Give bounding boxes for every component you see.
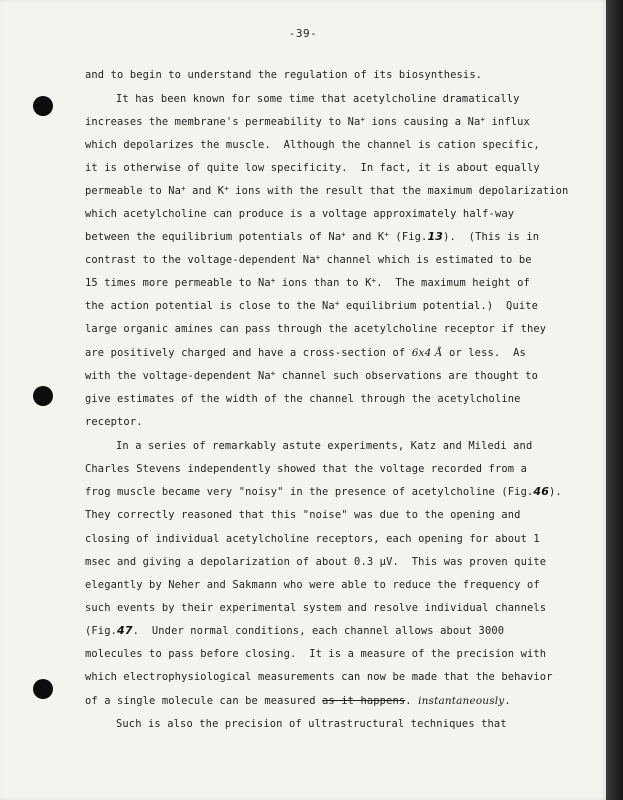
text-line: which depolarizes the muscle. Although the channel is cation specific, [85, 139, 540, 151]
binder-hole [33, 96, 53, 116]
handwritten-dimension: 6x4 Å [411, 347, 443, 359]
text-line: It has been known for some time that acetylcholine dramatically [116, 93, 520, 105]
text-line: which acetylcholine can produce is a voltage approximately half-way [85, 208, 515, 220]
text-line: They correctly reasoned that this "noise" was due to the opening and [85, 509, 521, 521]
text-line: give estimates of the width of the channel through the acetylcholine [85, 393, 521, 405]
text-line: permeable to Na+ and K+ ions with the result that the maximum depolarization [85, 184, 569, 197]
text-line: elegantly by Neher and Sakmann who were able to reduce the frequency of [85, 579, 540, 591]
text-line: molecules to pass before closing. It is a measure of the precision with [85, 648, 547, 660]
text-line: with the voltage-dependent Na+ channel such observations are thought to [85, 369, 539, 382]
text-line: increases the membrane's permeability to Na+ ions causing a Na+ influx [85, 115, 530, 128]
text-line: such events by their experimental system and resolve individual channels [85, 602, 547, 614]
text-line: receptor. [85, 416, 143, 428]
page-edge-shadow [606, 0, 623, 800]
text-line: and to begin to understand the regulation of its biosynthesis. [85, 69, 483, 81]
struck-out-text: as it happens [322, 695, 406, 707]
text-line: between the equilibrium potentials of Na+ and K+ (Fig.13). (This is in [85, 230, 540, 243]
binder-hole [33, 679, 53, 699]
handwritten-figure-number: 13 [427, 230, 444, 243]
text-line: large organic amines can pass through the acetylcholine receptor if they [85, 323, 547, 335]
handwritten-insertion: instantaneously [418, 695, 505, 707]
text-line: msec and giving a depolarization of about 0.3 μV. This was proven quite [85, 556, 547, 568]
handwritten-figure-number: 47 [117, 624, 133, 637]
binder-hole [33, 386, 53, 406]
text-line: of a single molecule can be measured as it happens. instantaneously. [85, 695, 511, 707]
handwritten-figure-number: 46 [533, 485, 550, 498]
text-line: contrast to the voltage-dependent Na+ channel which is estimated to be [85, 253, 532, 266]
text-line: 15 times more permeable to Na+ ions than to K+. The maximum height of [85, 276, 530, 289]
text-line: the action potential is close to the Na+ equilibrium potential.) Quite [85, 299, 539, 312]
text-line: it is otherwise of quite low specificity. In fact, it is about equally [85, 162, 540, 174]
text-line: Charles Stevens independently showed that the voltage recorded from a [85, 463, 527, 475]
text-line: (Fig.47. Under normal conditions, each channel allows about 3000 [85, 624, 505, 637]
text-line: frog muscle became very "noisy" in the presence of acetylcholine (Fig.46). [85, 485, 562, 498]
text-line: In a series of remarkably astute experiments, Katz and Miledi and [116, 440, 533, 452]
text-line: closing of individual acetylcholine receptors, each opening for about 1 [85, 533, 540, 545]
text-line: which electrophysiological measurements can now be made that the behavior [85, 671, 553, 683]
page-number: -39- [288, 27, 318, 40]
text-line: Such is also the precision of ultrastructural techniques that [116, 718, 507, 730]
text-line: are positively charged and have a cross-section of 6x4 Å or less. As [85, 347, 526, 359]
